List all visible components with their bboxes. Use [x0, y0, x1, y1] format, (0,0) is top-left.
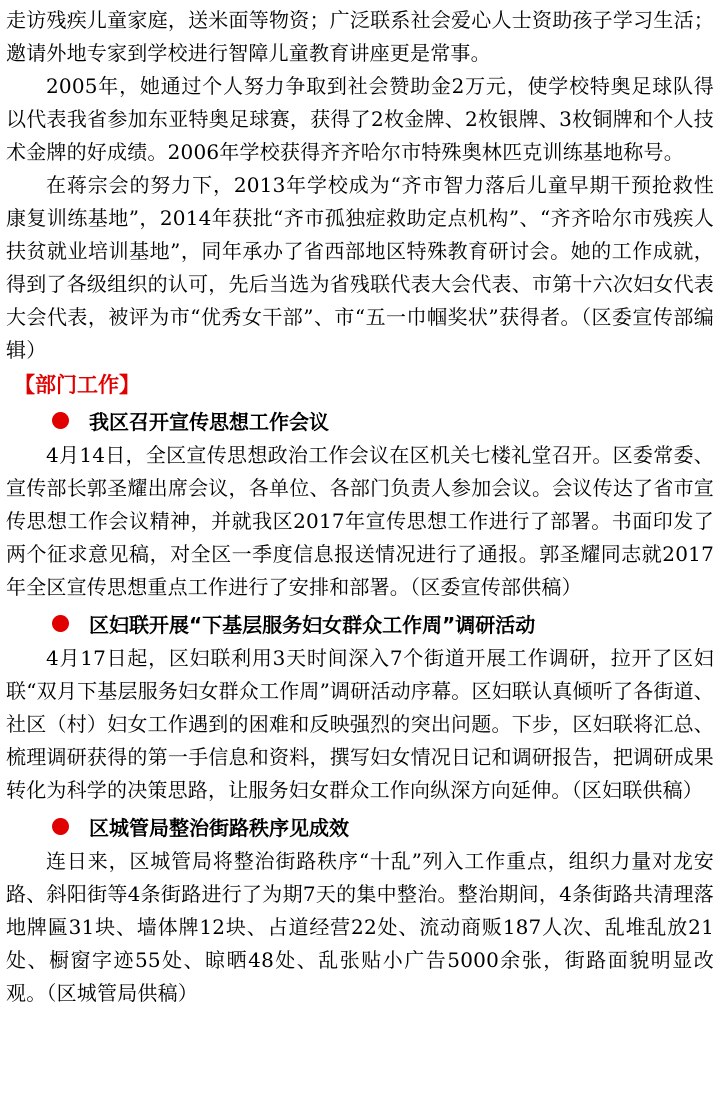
bullet-icon — [52, 615, 69, 632]
paragraph-2005: 2005年，她通过个人努力争取到社会赞助金2万元，使学校特奥足球队得以代表我省参加东亚特奥足球赛，获得了2枚金牌、2枚银牌、3枚铜牌和个人技术金牌的好成绩。2006年学校获得齐齐哈尔市特殊奥林匹克训练基地称号。 — [6, 74, 714, 164]
article-title: 区妇联开展“下基层服务妇女群众工作周”调研活动 — [89, 612, 536, 637]
article-heading-womens-federation — [52, 604, 714, 642]
article-title: 区城管局整治街路秩序见成效 — [89, 815, 349, 840]
section-label-department-work: 【部门工作】 — [14, 373, 140, 397]
document-page — [6, 4, 714, 1010]
article-body: 4月14日，全区宣传思想政治工作会议在区机关七楼礼堂召开。区委常委、宣传部长郭圣耀出席会议，各单位、各部门负责人参加会议。会议传达了省市宣传思想工作会议精神，并就我区2017年宣传思想工作进行了部署。书面印发了两个征求意见稿，对全区一季度信息报送情况进行了通报。郭圣耀同志就2017年全区宣传思想重点工作进行了安排和部署。（区委宣传部供稿） — [6, 443, 714, 599]
paragraph-continuation: 走访残疾儿童家庭，送米面等物资；广泛联系社会爱心人士资助孩子学习生活；邀请外地专家到学校进行智障儿童教育讲座更是常事。 — [6, 8, 714, 65]
article-title: 我区召开宣传思想工作会议 — [89, 409, 329, 434]
article-body: 连日来，区城管局将整治街路秩序“十乱”列入工作重点，组织力量对龙安路、斜阳街等4条街路进行了为期7天的集中整治。整治期间，4条街路共清理落地牌匾31块、墙体牌12块、占道经营22处、流动商贩187人次、乱堆乱放21处、橱窗字迹55处、晾晒48处、乱张贴小广告5000余张，街路面貌明显改观。（区城管局供稿） — [6, 849, 714, 1005]
article-heading-propaganda-meeting — [52, 401, 714, 439]
paragraph-achievements: 在蒋宗会的努力下，2013年学校成为“齐市智力落后儿童早期干预抢救性康复训练基地”，2014年获批“齐市孤独症救助定点机构”、“齐齐哈尔市残疾人扶贫就业培训基地”，同年承办了省西部地区特殊教育研讨会。她的工作成就，得到了各级组织的认可，先后当选为省残联代表大会代表、市第十六次妇女代表大会代表，被评为市“优秀女干部”、市“五一巾帼奖状”获得者。（区委宣传部编辑） — [6, 173, 714, 362]
bullet-icon — [52, 818, 69, 835]
article-heading-city-management — [52, 807, 714, 845]
article-body: 4月17日起，区妇联利用3天时间深入7个街道开展工作调研，拉开了区妇联“双月下基层服务妇女群众工作周”调研活动序幕。区妇联认真倾听了各街道、社区（村）妇女工作遇到的困难和反映强烈的突出问题。下步，区妇联将汇总、梳理调研获得的第一手信息和资料，撰写妇女情况日记和调研报告，把调研成果转化为科学的决策思路，让服务妇女群众工作向纵深方向延伸。（区妇联供稿） — [6, 646, 714, 802]
bullet-icon — [52, 412, 69, 429]
